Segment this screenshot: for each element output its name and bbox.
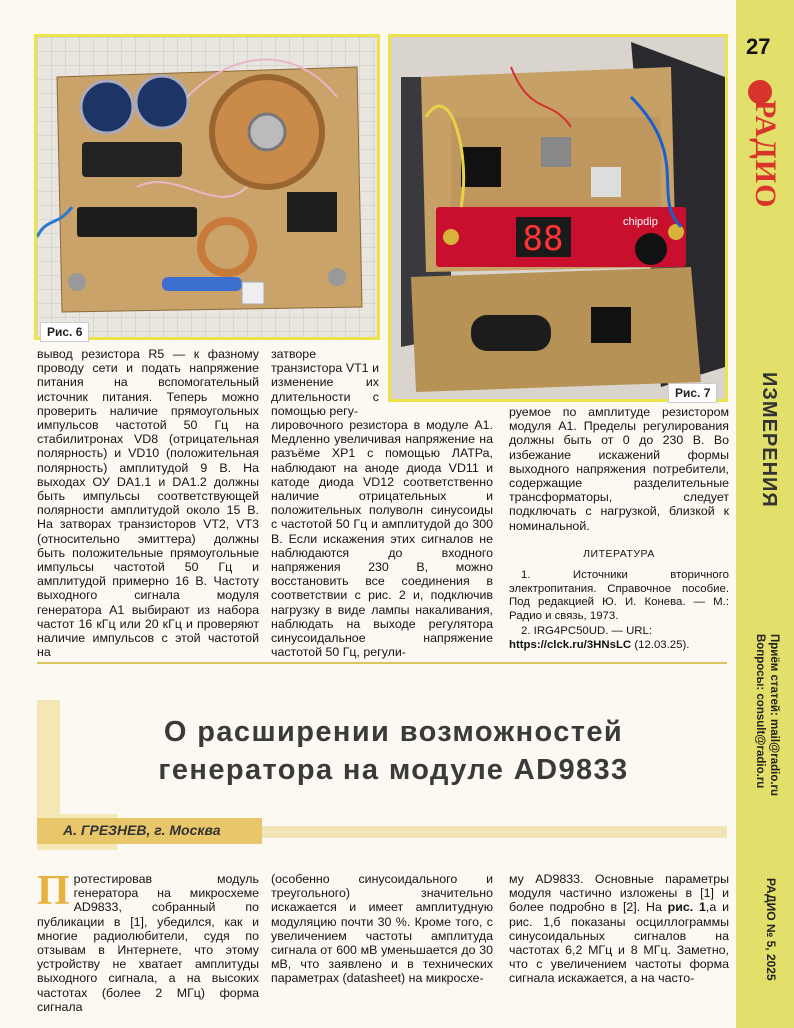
reference-2-date: (12.03.25). [634, 638, 690, 651]
reference-2 [509, 625, 729, 652]
article-column-2 [271, 347, 493, 659]
drop-cap: П [37, 868, 70, 914]
radio-logo-text: РАДИО [749, 100, 782, 209]
seven-segment-display: 88 [522, 219, 564, 259]
article-title-line-1: О расширении возможностей [163, 716, 624, 748]
contacts-line-2: Вопросы: consult@radio.ru [754, 634, 766, 789]
fig-1-reference: рис. 1 [667, 900, 706, 915]
article-title-line-2: генератора на модуле AD9833 [158, 754, 629, 786]
column-2-text: лировочного резистора в модуле A1. Медленно увеличивая напряжение на разъёме XP1 с помощью ЛАТРа, наблюдают на аноде диода VD11 и катоде диода VD12 соответственно наличие отрицательных и положительных полуволн синусоиды с частотой 50 Гц и амплитудой до 300 В. Если искажения этих сигналов не наблюдаются до входного напряжения 230 В, можно восстановить все соединения в соответствии с рис. 2 и, подключив нагрузку в виде лампы накаливания, наблюдать на выходе регулятора синусоидальное напряжение частотой 50 Гц, регули- [271, 418, 493, 660]
new-column-2-text: (особенно синусоидального и треугольного) значительно искажается и имеет амплитудную модуляцию почти 30 %. Кроме того, с увеличением частоты амплитуда сигнала от 600 мВ уменьшается до 30 мВ, что заявлено и в технических параметрах (datasheet) на микросхе- [271, 872, 493, 986]
article-column-1 [37, 347, 259, 659]
pcb-board-illustration [37, 37, 377, 337]
new-article-column-1 [37, 868, 259, 1014]
section-label: ИЗМЕРЕНИЯ [758, 372, 780, 508]
column-3-text: руемое по амплитуде резистором модуля A1. Пределы регулирования должны быть от 0 до 230 В. Во избежание искажений формы выходного напряжения потребители, содержащие разделительные трансформаторы, следует подключать с нагрузкой, близкой к номинальной. [509, 405, 729, 533]
article-column-3 [509, 405, 729, 654]
figure-6-caption: Рис. 6 [40, 322, 89, 342]
figure-7-caption: Рис. 7 [668, 383, 717, 403]
new-column-1-text: ротестировав модуль генератора на микросхеме AD9833, собранный по публикации в [1], убедился, как и многие радиолюбители, судя по отзывам в Интернете, что этому устройству не хватает амплитуды выходного сигнала, а на высоких частотах (более 2 МГц) форма сигнала [37, 872, 259, 1014]
new-column-3-paragraph [509, 872, 729, 986]
reference-1: 1. Источники вторичного электропитания. Справочное пособие. Под редакцией Ю. И. Конева. — М.: Радио и связь, 1973. [509, 569, 729, 622]
board-label: chipdip [623, 216, 658, 228]
new-article-column-2 [271, 872, 493, 986]
references-list [509, 569, 729, 652]
section-divider [37, 662, 727, 664]
new-column-3-text-a: му AD9833. Основные параметры модуля частично изложены в [1] и более подробно в [2]. На [509, 872, 729, 915]
new-column-3-text-b: ,а и рис. 1,б показаны осциллограммы синусоидальных сигналов на частотах 6,2 МГц и 8 МГц. Заметно, что с увеличением частоты форма сигнала искажается, а на часто- [509, 900, 730, 986]
device-enclosure-illustration [391, 37, 725, 399]
references-heading: ЛИТЕРАТУРА [583, 547, 655, 560]
right-sidebar [736, 0, 794, 1028]
contacts-line-1: Приём статей: mail@radio.ru [768, 634, 780, 797]
author-box [37, 818, 262, 844]
figure-6-photo [34, 34, 380, 340]
new-article-column-3 [509, 872, 729, 986]
author-name: А. ГРЕЗНЕВ, г. Москва [63, 822, 221, 838]
page-number: 27 [746, 34, 771, 59]
column-1-text: вывод резистора R5 — к фазному проводу сети и подать напряжение питания на вспомогательный источник питания. Теперь можно проверить наличие прямоугольных импульсов частотой 50 Гц на стабилитронах VD8 (отрицательная полярность) и VD10 (положительная полярность) амплитудой 9 В. На выходах ОУ DA1.1 и DA1.2 должны быть импульсы соответствующей полярности амплитудой около 15 В. На затворах транзисторов VT2, VT3 (относительно эмиттера) должны быть положительные прямоугольные импульсы частотой 50 Гц и амплитудой примерно 16 В. Частоту выходного сигнала модуля генератора A1 выбирают из набора частот 16 кГц или 20 кГц и проверяют наличие импульсов с этой частотой на [37, 347, 259, 660]
column-2-narrow-text: затворе транзистора VT1 и изменение их длительности с помощью регу- [271, 347, 379, 418]
reference-2-url[interactable]: https://clck.ru/3HNsLC [509, 638, 632, 651]
issue-label: РАДИО № 5, 2025 [764, 878, 778, 981]
author-band [262, 826, 727, 838]
reference-2-prefix: 2. IRG4PC50UD. — URL: [521, 625, 653, 638]
